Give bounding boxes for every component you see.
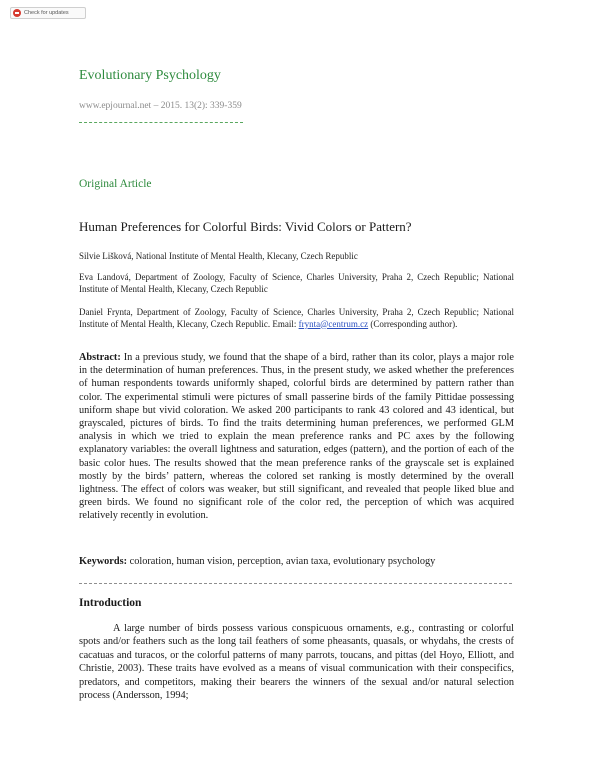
abstract-text: In a previous study, we found that the shape of a bird, rather than its color, plays a major role in the determination of human preferences. Thus, in the present study, we asked whether the preferences of human respondents towards uniformly shaped, colorful birds are determined by pattern rather than color. The experimental stimuli were pictures of small passerine birds of the family Pittidae possessing uniform shape but vivid coloration. We asked 200 participants to rank 43 colored and 43 identical, but grayscaled, pictures of birds. To find the traits determining human preferences, we performed GLM analysis in which we tried to explain the mean preference ranks and PC axes by the following explanatory variables: the overall lightness and saturation, edges (pattern), and the portion of each of the basic color hues. The results showed that the mean preference ranks of the grayscale set is explained mostly by the birds’ pattern, whereas the colored set ranking is mostly determined by the overall lightness. The effect of colors was weaker, but still significant, and revealed that people liked blue and green birds. We found no significant role of the color red, the perception of which was acquired relatively recently in evolution. bbox=[79, 352, 514, 522]
article-type: Original Article bbox=[79, 178, 152, 190]
author-affiliation-1: Silvie Lišková, National Institute of Mental Health, Klecany, Czech Republic bbox=[79, 251, 358, 261]
introduction-heading: Introduction bbox=[79, 597, 142, 609]
author-affiliation-2: Eva Landová, Department of Zoology, Faculty of Science, Charles University, Praha 2, Czech Republic; National Institute of Mental Health, Klecany, Czech Republic bbox=[79, 272, 514, 294]
author-email-link[interactable]: frynta@centrum.cz bbox=[298, 318, 369, 329]
keywords-label: Keywords: bbox=[79, 556, 128, 567]
check-updates-icon bbox=[13, 9, 21, 17]
abstract bbox=[79, 351, 514, 523]
header-divider bbox=[79, 122, 243, 123]
keywords bbox=[79, 556, 514, 567]
journal-citation: www.epjournal.net – 2015. 13(2): 339-359 bbox=[79, 101, 242, 111]
introduction-paragraph: A large number of birds possess various conspicuous ornaments, e.g., contrasting or colorful spots and/or feathers such as the long tail feathers of some pheasants, quasals, or whydahs, the crests of cacatuas and turacos, or the colorful patterns of many parrots, toucans, and pittas (del Hoyo, Elliott, and Christie, 2003). These traits have evolved as a means of visual communication with their conspecifics, predators, and competitors, making their bearers the winners of the sexual and/or natural selection process (Andersson, 1994; bbox=[79, 623, 514, 702]
badge-label: Check for updates bbox=[24, 10, 69, 16]
author-affiliation-3 bbox=[79, 307, 514, 330]
author-3-suffix: (Corresponding author). bbox=[368, 318, 458, 329]
keywords-text: coloration, human vision, perception, avian taxa, evolutionary psychology bbox=[127, 556, 436, 567]
journal-name: Evolutionary Psychology bbox=[79, 68, 221, 83]
author-3-text: Daniel Frynta, Department of Zoology, Faculty of Science, Charles University, Praha 2, Czech Republic; National Institute of Mental Health, Klecany, Czech Republic. Email: bbox=[79, 307, 514, 329]
article-title: Human Preferences for Colorful Birds: Vivid Colors or Pattern? bbox=[79, 219, 412, 234]
section-divider bbox=[79, 583, 512, 584]
abstract-label: Abstract: bbox=[79, 352, 121, 363]
check-for-updates-badge[interactable] bbox=[10, 7, 86, 19]
